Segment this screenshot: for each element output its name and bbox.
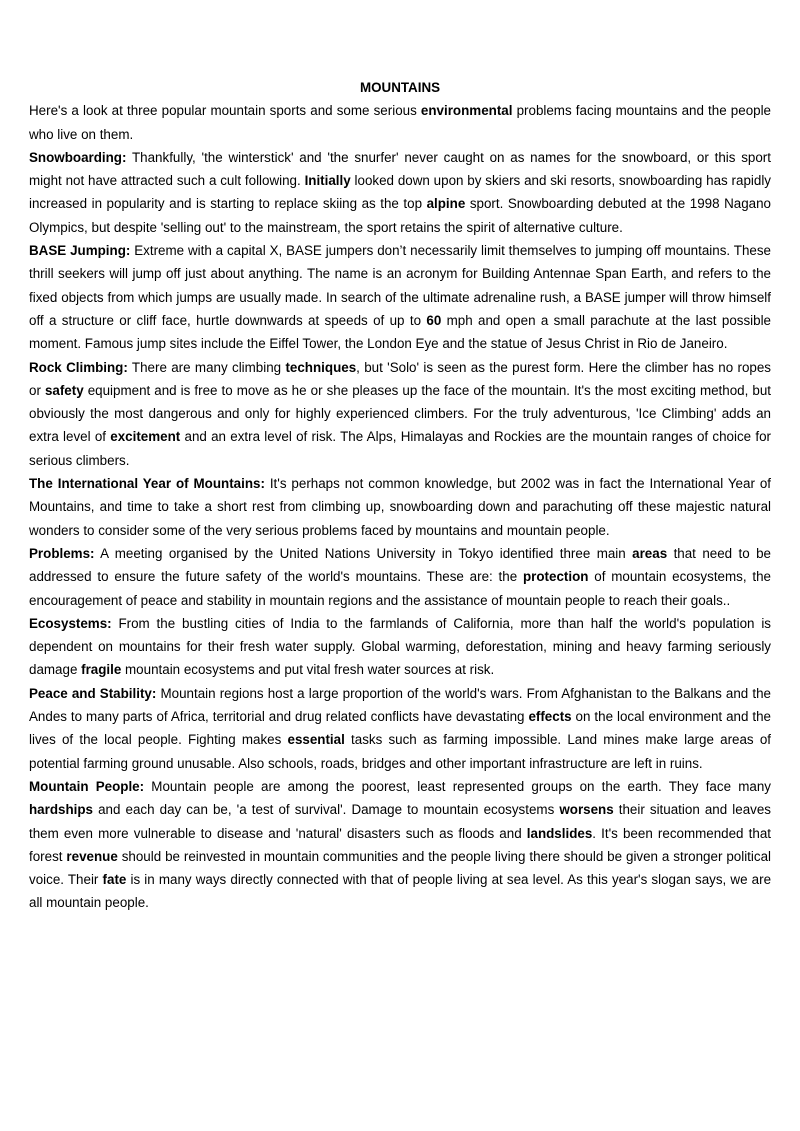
- vocabulary-word: landslides: [526, 825, 593, 841]
- document-page: [29, 76, 771, 915]
- paragraph-text: From the bustling cities of India to the farmlands of California, more than half the world's population is dependent on mountains for their fresh water supply. Global warming, deforestation, mining and heavy farming seriously damage: [29, 615, 771, 678]
- paragraph-text: mountain ecosystems and put vital fresh water sources at risk.: [121, 662, 495, 678]
- vocabulary-word: fragile: [81, 662, 122, 678]
- vocabulary-word: Initially: [304, 173, 351, 189]
- vocabulary-word: techniques: [285, 359, 357, 375]
- vocabulary-word: hardships: [29, 802, 93, 818]
- paragraph-text: equipment and is free to move as he or she pleases up the face of the mountain. It's the most exciting method, but obviously the most dangerous and only for highly experienced climbers. For the truly adventurous, 'Ice Climbing' adds an extra level of: [29, 382, 771, 445]
- paragraph-text: A meeting organised by the United Nations University in Tokyo identified three main: [94, 545, 633, 561]
- paragraph-text: and each day can be, 'a test of survival'. Damage to mountain ecosystems: [93, 802, 560, 818]
- paragraph: [29, 682, 771, 775]
- paragraph-heading: Rock Climbing:: [29, 359, 128, 375]
- paragraph-text: It's perhaps not common knowledge, but 2002 was in fact the International Year of Mountains, and time to take a short rest from climbing up, snowboarding down and parachuting off these majestic natural wonders to consider some of the very serious problems faced by mountains and mountain people.: [29, 476, 771, 538]
- paragraph-text: on the local environment and the lives of the local people. Fighting makes: [29, 709, 771, 748]
- paragraph-text: mph and open a small parachute at the last possible moment. Famous jump sites include the Eiffel Tower, the London Eye and the statue of Jesus Christ in Rio de Janeiro.: [29, 312, 771, 352]
- paragraph: [29, 99, 771, 146]
- vocabulary-word: areas: [632, 545, 668, 561]
- paragraph: [29, 146, 771, 239]
- vocabulary-word: environmental: [420, 103, 513, 119]
- paragraph-text: . It's been recommended that forest: [29, 825, 771, 864]
- vocabulary-word: revenue: [66, 848, 118, 864]
- paragraph-text: should be reinvested in mountain communities and the people living there should be given a stronger political voice. Their: [29, 848, 771, 888]
- vocabulary-word: excitement: [110, 429, 181, 445]
- paragraph-heading: Mountain People:: [29, 778, 145, 794]
- paragraph: [29, 472, 771, 542]
- paragraph-text: , but 'Solo' is seen as the purest form. Here the climber has no ropes or: [29, 359, 772, 398]
- paragraph-text: is in many ways directly connected with that of people living at sea level. As this year's slogan says, we are all mountain people.: [29, 872, 772, 911]
- paragraph-heading: Problems:: [29, 545, 95, 561]
- paragraph-text: tasks such as farming impossible. Land mines make large areas of potential farming ground unusable. Also schools, roads, bridges and other important infrastructure are left in ruins.: [29, 732, 771, 771]
- document-title: MOUNTAINS: [359, 80, 441, 95]
- paragraph-heading: Snowboarding:: [29, 149, 127, 165]
- vocabulary-word: fate: [102, 872, 127, 888]
- vocabulary-word: alpine: [426, 196, 466, 212]
- paragraph-text: problems facing mountains and the people who live on them.: [29, 103, 772, 142]
- paragraph-heading: Peace and Stability:: [29, 685, 157, 701]
- vocabulary-word: worsens: [559, 802, 614, 818]
- paragraph-text: Mountain people are among the poorest, least represented groups on the earth. They face many: [144, 778, 771, 794]
- paragraph-heading: The International Year of Mountains:: [29, 476, 265, 492]
- paragraph-text: Mountain regions host a large proportion of the world's wars. From Afghanistan to the Balkans and the Andes to many parts of Africa, territorial and drug related conflicts have devastating: [29, 685, 772, 725]
- paragraph: [29, 356, 771, 472]
- paragraph-text: Extreme with a capital X, BASE jumpers don’t necessarily limit themselves to jumping off mountains. These thrill seekers will jump off just about anything. The name is an acronym for Building Antennae Span Earth, and refers to the fixed objects from which jumps are usually made. In search of the ultimate adrenaline rush, a BASE jumper will throw himself off a structure or cliff face, hurtle downwards at speeds of up to: [29, 243, 771, 328]
- paragraph: [29, 239, 771, 355]
- paragraph-text: of mountain ecosystems, the encouragement of peace and stability in mountain regions and the assistance of mountain people to reach their goals..: [29, 569, 771, 608]
- document-body: [29, 99, 771, 914]
- vocabulary-word: 60: [426, 312, 442, 328]
- paragraph-text: Here's a look at three popular mountain sports and some serious: [29, 103, 421, 119]
- paragraph-heading: Ecosystems:: [29, 615, 112, 631]
- paragraph-text: Thankfully, 'the winterstick' and 'the snurfer' never caught on as names for the snowboard, or this sport might not have attracted such a cult following.: [29, 149, 771, 189]
- paragraph: [29, 612, 771, 682]
- paragraph: [29, 775, 771, 915]
- paragraph: [29, 542, 771, 612]
- paragraph-text: There are many climbing: [127, 359, 286, 375]
- paragraph-heading: BASE Jumping:: [29, 243, 131, 259]
- paragraph-text: their situation and leaves them even more vulnerable to disease and 'natural' disasters such as floods and: [29, 802, 771, 841]
- paragraph-text: and an extra level of risk. The Alps, Himalayas and Rockies are the mountain ranges of choice for serious climbers.: [29, 429, 772, 468]
- paragraph-text: sport. Snowboarding debuted at the 1998 Nagano Olympics, but despite 'selling out' to the mainstream, the sport retains the spirit of alternative culture.: [29, 196, 772, 235]
- vocabulary-word: safety: [44, 382, 84, 398]
- vocabulary-word: effects: [528, 709, 572, 725]
- paragraph-text: that need to be addressed to ensure the future safety of the world's mountains. These are: the: [29, 545, 771, 585]
- paragraph-text: looked down upon by skiers and ski resorts, snowboarding has rapidly increased in popularity and is starting to replace skiing as the top: [29, 173, 771, 212]
- vocabulary-word: essential: [287, 732, 345, 748]
- vocabulary-word: protection: [522, 569, 589, 585]
